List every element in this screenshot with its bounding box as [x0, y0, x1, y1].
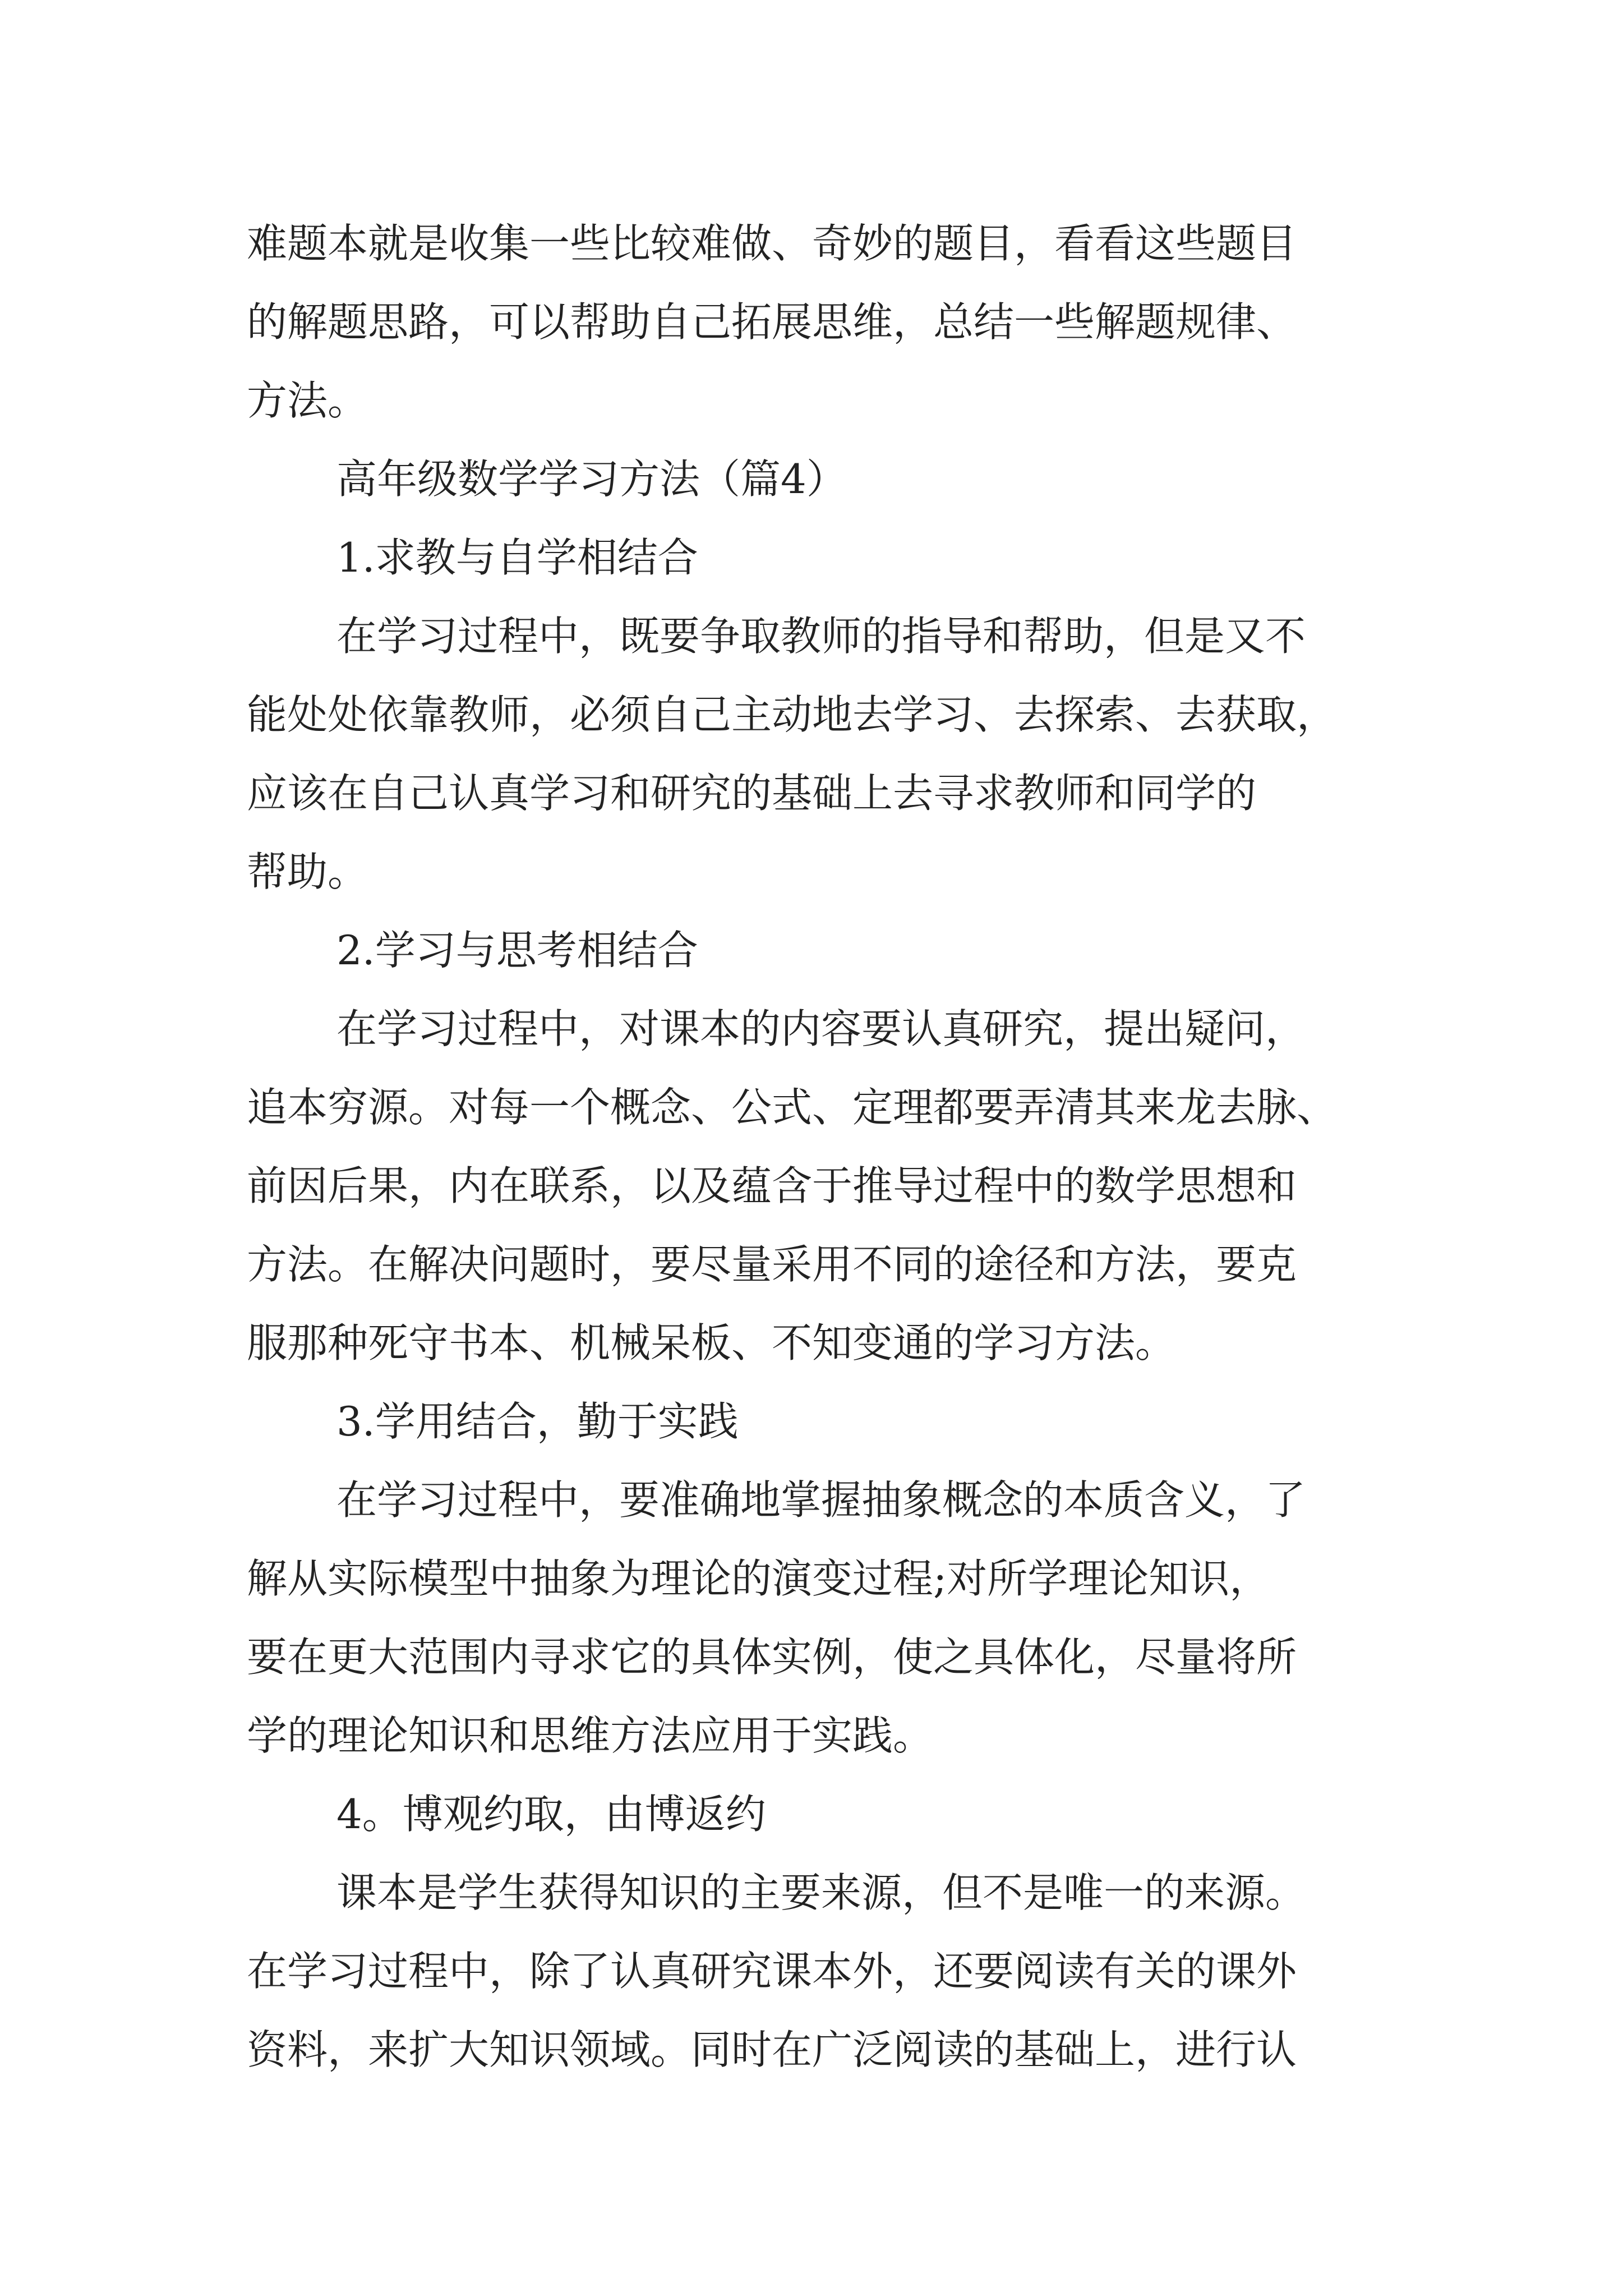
- text-line: 方法。在解决问题时，要尽量采用不同的途径和方法，要克: [247, 1241, 1297, 1288]
- text-line: 前因后果，内在联系，以及蕴含于推导过程中的数学思想和: [247, 1162, 1297, 1209]
- section-heading: 高年级数学学习方法（篇4）: [336, 455, 847, 503]
- subheading: 2.学习与思考相结合: [336, 927, 698, 974]
- text-line: 课本是学生获得知识的主要来源，但不是唯一的来源。: [336, 1869, 1306, 1916]
- text-line: 在学习过程中，对课本的内容要认真研究，提出疑问，: [336, 1005, 1306, 1052]
- text-line: 能处处依靠教师，必须自己主动地去学习、去探索、去获取，: [247, 691, 1338, 738]
- text-line: 应该在自己认真学习和研究的基础上去寻求教师和同学的: [247, 770, 1257, 817]
- text-line: 学的理论知识和思维方法应用于实践。: [247, 1712, 934, 1759]
- text-line: 追本穷源。对每一个概念、公式、定理都要弄清其来龙去脉、: [247, 1084, 1338, 1131]
- text-line: 难题本就是收集一些比较难做、奇妙的题目，看看这些题目: [247, 220, 1297, 267]
- text-line: 在学习过程中，既要争取教师的指导和帮助，但是又不: [336, 613, 1306, 660]
- subheading: 4。博观约取，由博返约: [336, 1791, 766, 1838]
- text-line: 资料，来扩大知识领域。同时在广泛阅读的基础上，进行认: [247, 2026, 1297, 2073]
- text-line: 在学习过程中，除了认真研究课本外，还要阅读有关的课外: [247, 1948, 1297, 1995]
- text-line: 的解题思路，可以帮助自己拓展思维，总结一些解题规律、: [247, 298, 1297, 346]
- text-line: 服那种死守书本、机械呆板、不知变通的学习方法。: [247, 1319, 1176, 1366]
- text-line: 方法。: [247, 377, 368, 424]
- text-line: 帮助。: [247, 848, 368, 895]
- text-line: 在学习过程中，要准确地掌握抽象概念的本质含义，了: [336, 1476, 1306, 1524]
- text-line: 要在更大范围内寻求它的具体实例，使之具体化，尽量将所: [247, 1634, 1297, 1681]
- text-line: 解从实际模型中抽象为理论的演变过程;对所学理论知识，: [247, 1555, 1270, 1602]
- subheading: 1.求教与自学相结合: [336, 534, 698, 581]
- subheading: 3.学用结合，勤于实践: [336, 1398, 739, 1445]
